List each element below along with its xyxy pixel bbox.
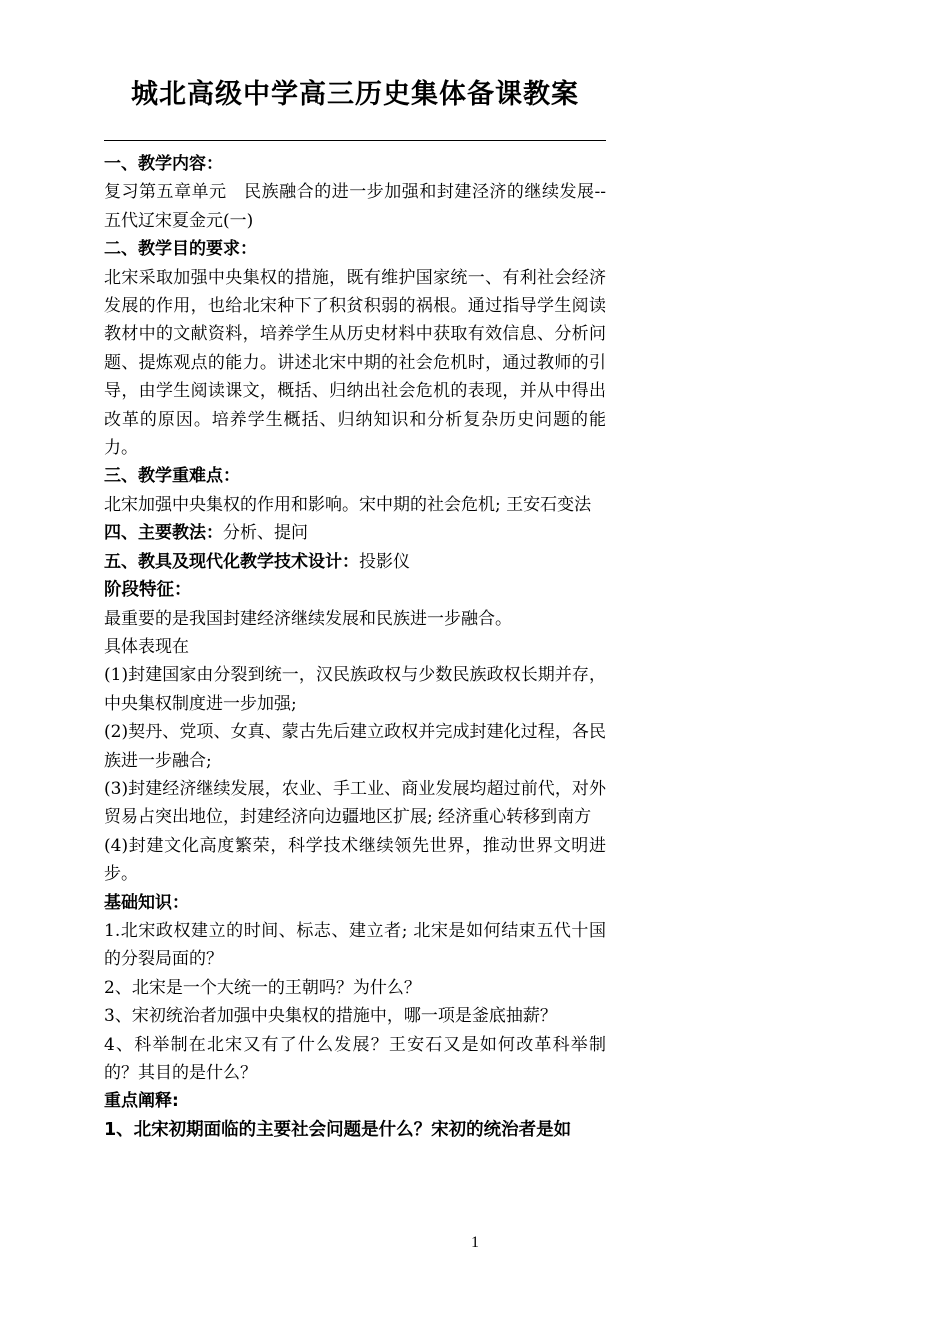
section-heading-objectives: 二、教学目的要求： — [104, 239, 257, 260]
section-heading-tools: 五、教具及现代化教学技术设计： — [104, 551, 359, 572]
section-heading-key-points: 三、教学重难点： — [104, 466, 240, 487]
stage-item: (1)封建国家由分裂到统一，汉民族政权与少数民族政权长期并存，中央集权制度进一步加强; — [104, 665, 606, 714]
section-text-methods: 分析、提问 — [223, 523, 308, 544]
basic-item: 3、宋初统治者加强中央集权的措施中，哪一项是釜底抽薪？ — [104, 1006, 557, 1027]
basic-item: 1.北宋政权建立的时间、标志、建立者; 北宋是如何结束五代十国的分裂局面的？ — [104, 920, 606, 970]
section-methods — [104, 519, 606, 547]
page-number: 1 — [471, 1234, 479, 1251]
basic-heading: 基础知识： — [104, 892, 189, 913]
basic-item: 4、科举制在北宋又有了什么发展？王安石又是如何改革科举制的？其目的是什么？ — [104, 1034, 606, 1083]
focus-question: 1、北宋初期面临的主要社会问题是什么？宋初的统治者是如 — [104, 1119, 572, 1140]
stage-text-intro: 具体表现在 — [104, 636, 189, 657]
section-tools — [104, 548, 606, 576]
stage-text-main: 最重要的是我国封建经济继续发展和民族进一步融合。 — [104, 608, 512, 629]
stage-heading: 阶段特征： — [104, 580, 192, 601]
document-body — [104, 150, 606, 1144]
document-title: 城北高级中学高三历史集体备课教案 — [131, 79, 579, 110]
section-text-objectives: 北宋采取加强中央集权的措施，既有维护国家统一、有利社会经济发展的作用，也给北宋种下了积贫积弱的祸根。通过指导学生阅读教材中的文献资料，培养学生从历史材料中获取有效信息、分析问题、提炼观点的能力。讲述北宋中期的社会危机时，通过教师的引导，由学生阅读课文，概括、归纳出社会危机的表现，并从中得出改革的原因。培养学生概括、归纳知识和分析复杂历史问题的能力。 — [104, 267, 606, 459]
focus-heading: 重点阐释: — [104, 1091, 179, 1112]
title-underline — [104, 140, 606, 141]
section-heading-content: 一、教学内容： — [104, 154, 223, 174]
section-heading-methods: 四、主要教法： — [104, 523, 223, 544]
stage-item: (2)契丹、党项、女真、蒙古先后建立政权并完成封建化过程，各民族进一步融合; — [104, 722, 606, 771]
stage-item: (3)封建经济继续发展，农业、手工业、商业发展均超过前代，对外贸易占突出地位，封建经济向边疆地区扩展; 经济重心转移到南方 — [104, 778, 606, 828]
section-text-tools: 投影仪 — [359, 551, 410, 572]
section-text-content: 复习第五章单元 民族融合的进一步加强和封建泾济的继续发展-- 五代辽宋夏金元(一) — [104, 182, 606, 231]
stage-item: (4)封建文化高度繁荣，科学技术继续领先世界，推动世界文明进步。 — [104, 835, 606, 885]
basic-item: 2、北宋是一个大统一的王朝吗？为什么？ — [104, 977, 421, 998]
section-text-key-points: 北宋加强中央集权的作用和影响。宋中期的社会危机; 王安石变法 — [104, 494, 592, 515]
